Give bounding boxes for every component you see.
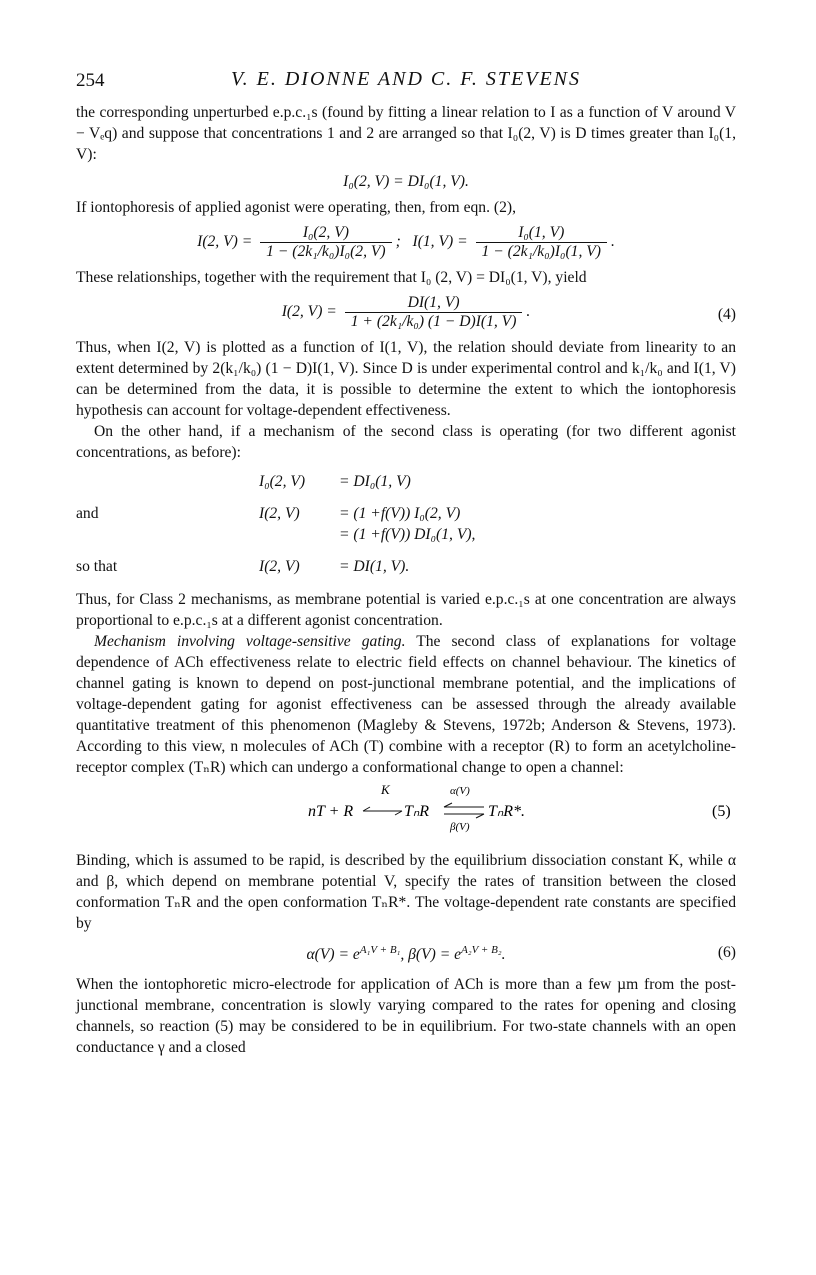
eq-4-end: . (526, 303, 531, 321)
eq-4-lhs: I(2, V) = (281, 303, 337, 321)
running-header (76, 68, 736, 102)
reaction-middle: TₙR (404, 803, 430, 820)
reaction-right: TₙR*. (488, 803, 526, 820)
eq-6-alpha-exponent: A₁V + B₁ (359, 944, 401, 956)
eq-6-number: (6) (717, 944, 736, 961)
paragraph-1: the corresponding unperturbed e.p.c.₁s (found by fitting a linear relation to I as a function of V around V − Vₑq) and suppose that concentrations 1 and 2 are arranged so that I₀(2, V) is D times greater than I₀(1, V): (76, 104, 736, 163)
reaction-k-label: K (381, 782, 390, 797)
eq-b-numerator-1: I₀(2, V) (302, 224, 349, 241)
paragraph-8: Binding, which is assumed to be rapid, is described by the equilibrium dissociation constant K, while α and β, which depend on membrane potential V, specify the rates of transition between the closed conformation TₙR and the open conformation TₙR*. The voltage-dependent rate constants are specified by (76, 852, 736, 932)
system-row-4-lhs: I(2, V) (259, 558, 300, 575)
system-row-3 (76, 526, 736, 547)
eq-4-number: (4) (717, 306, 736, 323)
eq-6-beta: , β(V) = e (400, 946, 462, 964)
system-row-2-rhs: = (1 +f(V)) I₀(2, V) (339, 505, 461, 522)
system-row-3-rhs: = (1 +f(V)) DI₀(1, V), (339, 526, 476, 543)
paragraph-7 (76, 631, 736, 778)
paragraph-6: Thus, for Class 2 mechanisms, as membrane potential is varied e.p.c.₁s at one concentration are always proportional to e.p.c.₁s at a different agonist concentration. (76, 591, 736, 629)
system-row-1-rhs: = DI₀(1, V) (339, 473, 411, 490)
system-row-4-rhs: = DI(1, V). (339, 558, 410, 575)
equation-b (76, 224, 736, 261)
eq-b-separator: ; (395, 233, 401, 251)
paragraph-9: When the iontophoretic micro-electrode for application of ACh is more than a few µm from the post-junctional membrane, concentration is slowly varying compared to the rates for opening and closing channels, so reaction (5) may be considered to be in equilibrium. For two-state channels with an open conductance γ and a closed (76, 976, 736, 1057)
reaction-alpha-label: α(V) (450, 785, 470, 797)
paragraph-5: On the other hand, if a mechanism of the second class is operating (for two different agonist concentrations, as before): (76, 423, 736, 461)
eq-4-denominator: 1 + (2k₁/k₀) (1 − D)I(1, V) (345, 312, 523, 331)
eq-6-end: . (501, 946, 506, 964)
eq-b-lhs-1: I(2, V) = (197, 233, 253, 251)
paragraph-7-body: The second class of explanations for voltage dependence of ACh effectiveness relate to electric field effects on channel behaviour. The kinetics of channel gating is known to depend on post-junctional membrane potential, and the implications of voltage-dependent gating for agonist effectiveness can be assessed through the already available quantitative treatment of this phenomenon (Magleby & Stevens, 1972b; Anderson & Stevens, 1973). According to this view, n molecules of ACh (T) combine with a receptor (R) to form an acetylcholine-receptor complex (TₙR) which can undergo a conformational change to open a channel: (76, 633, 736, 776)
eq-b-lhs-2: I(1, V) = (412, 233, 468, 251)
eq-b-denominator-2: 1 − (2k₁/k₀)I₀(1, V) (476, 242, 607, 261)
system-row-2 (76, 505, 736, 526)
system-row-2-label: and (76, 505, 99, 522)
eq-6-alpha: α(V) = e (306, 946, 360, 964)
reaction-svg (76, 778, 736, 840)
paragraph-3: These relationships, together with the requirement that I₀ (2, V) = DI₀(1, V), yield (76, 269, 587, 286)
binding-arrow-icon (363, 807, 402, 815)
system-row-4-label: so that (76, 558, 118, 575)
equation-a-text: I₀(2, V) = DI₀(1, V). (343, 173, 469, 190)
eq-b-fraction-2 (476, 224, 607, 261)
eq-b-fraction-1 (260, 224, 391, 261)
paragraph-2: If iontophoresis of applied agonist were operating, then, from eqn. (2), (76, 199, 516, 216)
section-heading-gating: Mechanism involving voltage-sensitive gating. (94, 633, 406, 650)
reaction-left: nT + R (308, 803, 354, 820)
eq-6-beta-exponent: A₂V + B₂ (461, 944, 502, 956)
equation-6 (76, 944, 736, 964)
eq-b-end: . (610, 233, 615, 251)
system-row-1 (76, 473, 736, 494)
system-row-4 (76, 558, 736, 579)
paragraph-4: Thus, when I(2, V) is plotted as a function of I(1, V), the relation should deviate from linearity to an extent determined by 2(k₁/k₀) (1 − D)I(1, V). Since D is under experimental control and k₁/k₀ and I(1, V) can be determined from the data, it is possible to determine the extent to which the iontophoresis hypothesis can account for voltage-dependent effectiveness. (76, 339, 736, 419)
system-row-2-lhs: I(2, V) (259, 505, 300, 522)
equation-a (76, 173, 736, 191)
reaction-scheme-5 (76, 778, 736, 840)
reaction-number: (5) (712, 803, 731, 820)
eq-b-numerator-2: I₀(1, V) (518, 224, 565, 241)
equation-4 (76, 294, 736, 331)
page (76, 68, 736, 1058)
equilibrium-arrows-icon (444, 803, 484, 818)
eq-4-fraction (345, 294, 523, 331)
eq-4-numerator: DI(1, V) (407, 294, 460, 311)
reaction-beta-label: β(V) (450, 821, 470, 833)
page-number: 254 (76, 70, 105, 91)
eq-b-denominator-1: 1 − (2k₁/k₀)I₀(2, V) (260, 242, 391, 261)
system-row-1-lhs: I₀(2, V) (259, 473, 306, 490)
equation-system (76, 473, 736, 579)
running-title: V. E. DIONNE AND C. F. STEVENS (230, 68, 582, 90)
